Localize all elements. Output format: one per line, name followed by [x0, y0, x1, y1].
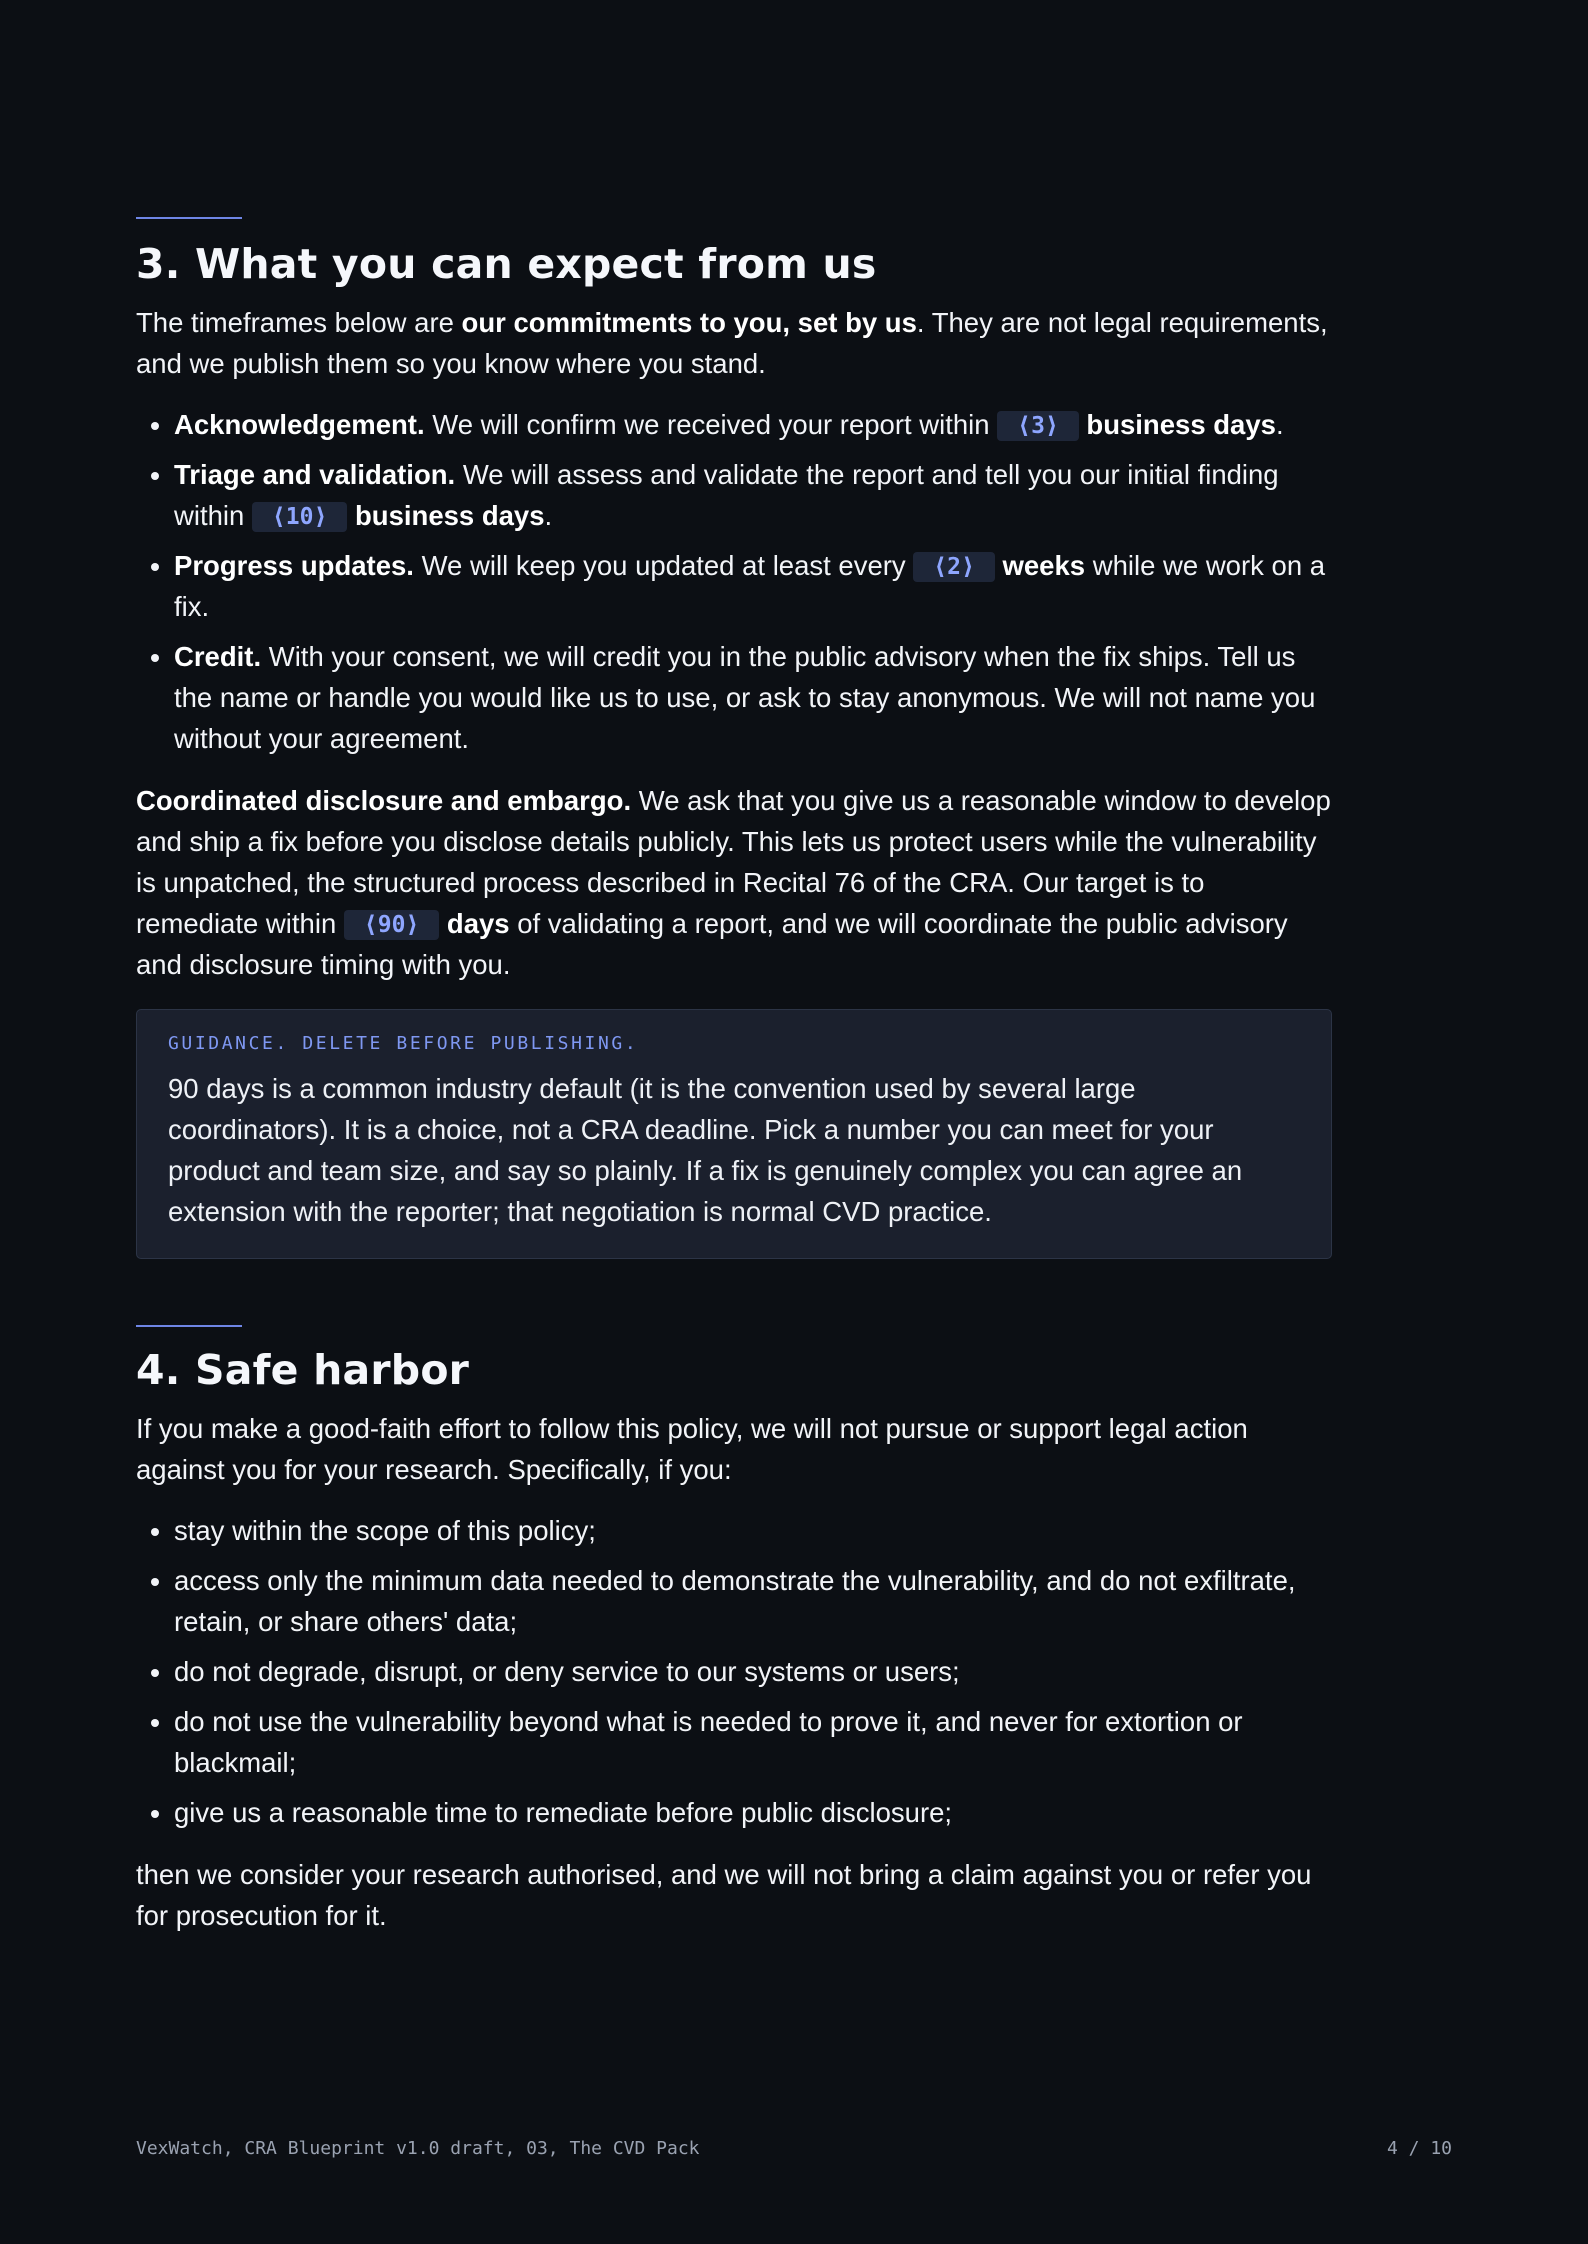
list-item: • Acknowledgement. We will confirm we received your report within ⟨3⟩ business days.	[174, 404, 1332, 445]
list-item: • give us a reasonable time to remediate before public disclosure;	[174, 1792, 1332, 1833]
section-intro: The timeframes below are our commitments to you, set by us. They are not legal requirements, and we publish them so you know where you stand.	[136, 307, 1328, 379]
callout-label: GUIDANCE. DELETE BEFORE PUBLISHING.	[168, 1033, 639, 1054]
guidance-callout	[136, 1009, 1332, 1259]
placeholder-chip: ⟨2⟩	[913, 552, 995, 582]
disclosure-paragraph: Coordinated disclosure and embargo. We ask that you give us a reasonable window to develop and ship a fix before you disclose details publicly. This lets us protect users while the vulnerability is unpatched, the structured process described in Recital 76 of the CRA. Our target is to remediate within ⟨90⟩ days of validating a report, and we will coordinate the public advisory and disclosure timing with you.	[136, 785, 1331, 980]
safe-harbor-list	[136, 1510, 1332, 1833]
list-item: • Progress updates. We will keep you updated at least every ⟨2⟩ weeks while we work on a fix.	[174, 545, 1332, 627]
section-rule	[136, 1325, 242, 1327]
placeholder-chip: ⟨10⟩	[252, 502, 347, 532]
section-rule	[136, 217, 242, 219]
page-footer	[136, 2136, 1452, 2162]
list-item: • Triage and validation. We will assess and validate the report and tell you our initial finding within ⟨10⟩ business days.	[174, 454, 1332, 536]
list-item: • stay within the scope of this policy;	[174, 1510, 1332, 1551]
section-heading: 3. What you can expect from us	[136, 240, 877, 288]
section-intro: If you make a good-faith effort to follow this policy, we will not pursue or support legal action against you for your research. Specifically, if you:	[136, 1413, 1248, 1485]
list-item: • do not degrade, disrupt, or deny service to our systems or users;	[174, 1651, 1332, 1692]
closing-paragraph: then we consider your research authorised, and we will not bring a claim against you or refer you for prosecution for it.	[136, 1859, 1312, 1931]
section-heading: 4. Safe harbor	[136, 1346, 470, 1394]
section-safe-harbor	[136, 1259, 1332, 1936]
list-item: • Credit. With your consent, we will credit you in the public advisory when the fix ships. Tell us the name or handle you would like us to use, or ask to stay anonymous. We will not name you without your agreement.	[174, 636, 1332, 759]
commitments-list	[136, 404, 1332, 759]
list-item: • do not use the vulnerability beyond what is needed to prove it, and never for extortion or blackmail;	[174, 1701, 1332, 1783]
footer-document-title: VexWatch, CRA Blueprint v1.0 draft, 03, The CVD Pack	[136, 2138, 700, 2159]
document-page	[136, 0, 1332, 1936]
page-number: 4 / 10	[1386, 2138, 1452, 2159]
section-expectations	[136, 0, 1332, 1259]
placeholder-chip: ⟨90⟩	[344, 910, 439, 940]
list-item: • access only the minimum data needed to demonstrate the vulnerability, and do not exfiltrate, retain, or share others' data;	[174, 1560, 1332, 1642]
callout-text: 90 days is a common industry default (it is the convention used by several large coordinators). It is a choice, not a CRA deadline. Pick a number you can meet for your product and team size, and say so plainly. If a fix is genuinely complex you can agree an extension with the reporter; that negotiation is normal CVD practice.	[168, 1073, 1243, 1227]
placeholder-chip: ⟨3⟩	[997, 411, 1079, 441]
